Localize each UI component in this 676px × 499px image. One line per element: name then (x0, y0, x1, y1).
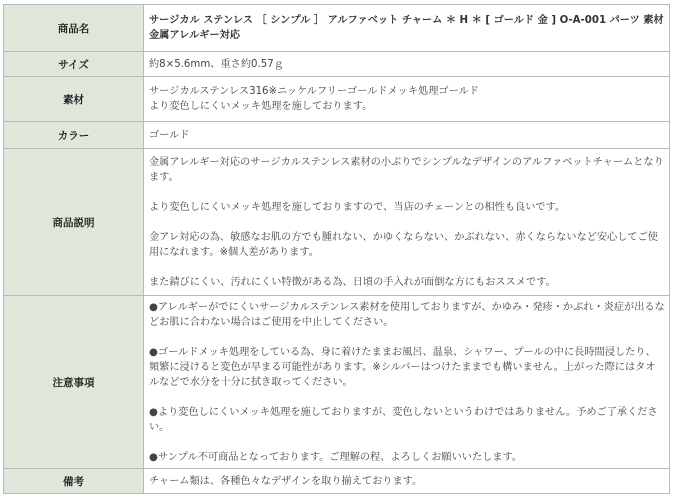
description-paragraph: また錆びにくい、汚れにくい特徴がある為、日頃の手入れが面倒な方にもおススメです。 (149, 276, 556, 288)
value-note: チャーム類は、各種色々なデザインを取り揃えております。 (144, 469, 670, 494)
row-color (4, 122, 670, 149)
row-material (4, 77, 670, 122)
product-spec-container (3, 4, 670, 494)
label-material: 素材 (4, 77, 144, 122)
value-color: ゴールド (144, 122, 670, 149)
caution-paragraph: ●ゴールドメッキ処理をしている為、身に着けたままお風呂、温泉、シャワー、プールの中に長時間浸したり、頻繁に浸けると変色が早まる可能性があります。※シルバーはつけたままでも構いません。上がった際にはタオルなどで水分を十分に拭き取ってください。 (149, 346, 656, 388)
row-size (4, 52, 670, 77)
label-size: サイズ (4, 52, 144, 77)
label-color: カラー (4, 122, 144, 149)
label-product-name: 商品名 (4, 5, 144, 52)
value-material (144, 77, 670, 122)
label-note: 備考 (4, 469, 144, 494)
row-caution (4, 296, 670, 469)
material-line: サージカルステンレス316※ニッケルフリーゴールドメッキ処理ゴールド (149, 86, 479, 97)
caution-paragraph: ●より変色しにくいメッキ処理を施しておりますが、変色しないというわけではありません。予めご了承ください。 (149, 406, 658, 433)
value-product-name: サージカル ステンレス ［ シンプル ］ アルファベット チャーム ＊ H ＊ [ ゴールド 金 ] O-A-001 パーツ 素材 金属アレルギー対応 (144, 5, 670, 52)
row-note (4, 469, 670, 494)
label-caution: 注意事項 (4, 296, 144, 469)
value-description (144, 149, 670, 296)
description-paragraph: 金属アレルギー対応のサージカルステンレス素材の小ぶりでシンプルなデザインのアルファベットチャームとなります。 (149, 156, 664, 183)
label-description: 商品説明 (4, 149, 144, 296)
description-paragraph: 金アレ対応の為、敏感なお肌の方でも腫れない、かゆくならない、かぶれない、赤くならないなど安心してご使用になれます。※個人差があります。 (149, 231, 658, 258)
value-size: 約8×5.6mm、重さ約0.57ｇ (144, 52, 670, 77)
row-product-name (4, 5, 670, 52)
product-spec-table (3, 4, 670, 494)
description-paragraph: より変色しにくいメッキ処理を施しておりますので、当店のチェーンとの相性も良いです。 (149, 201, 566, 213)
caution-paragraph: ●アレルギーがでにくいサージカルステンレス素材を使用しておりますが、かゆみ・発疹・かぶれ・炎症が出るなどお肌に合わない場合はご使用を中止してください。 (149, 301, 665, 328)
caution-paragraph: ●サンプル不可商品となっております。ご理解の程、よろしくお願いいたします。 (149, 451, 523, 463)
value-caution (144, 296, 670, 469)
row-description (4, 149, 670, 296)
material-line: より変色しにくいメッキ処理を施しております。 (149, 101, 373, 112)
